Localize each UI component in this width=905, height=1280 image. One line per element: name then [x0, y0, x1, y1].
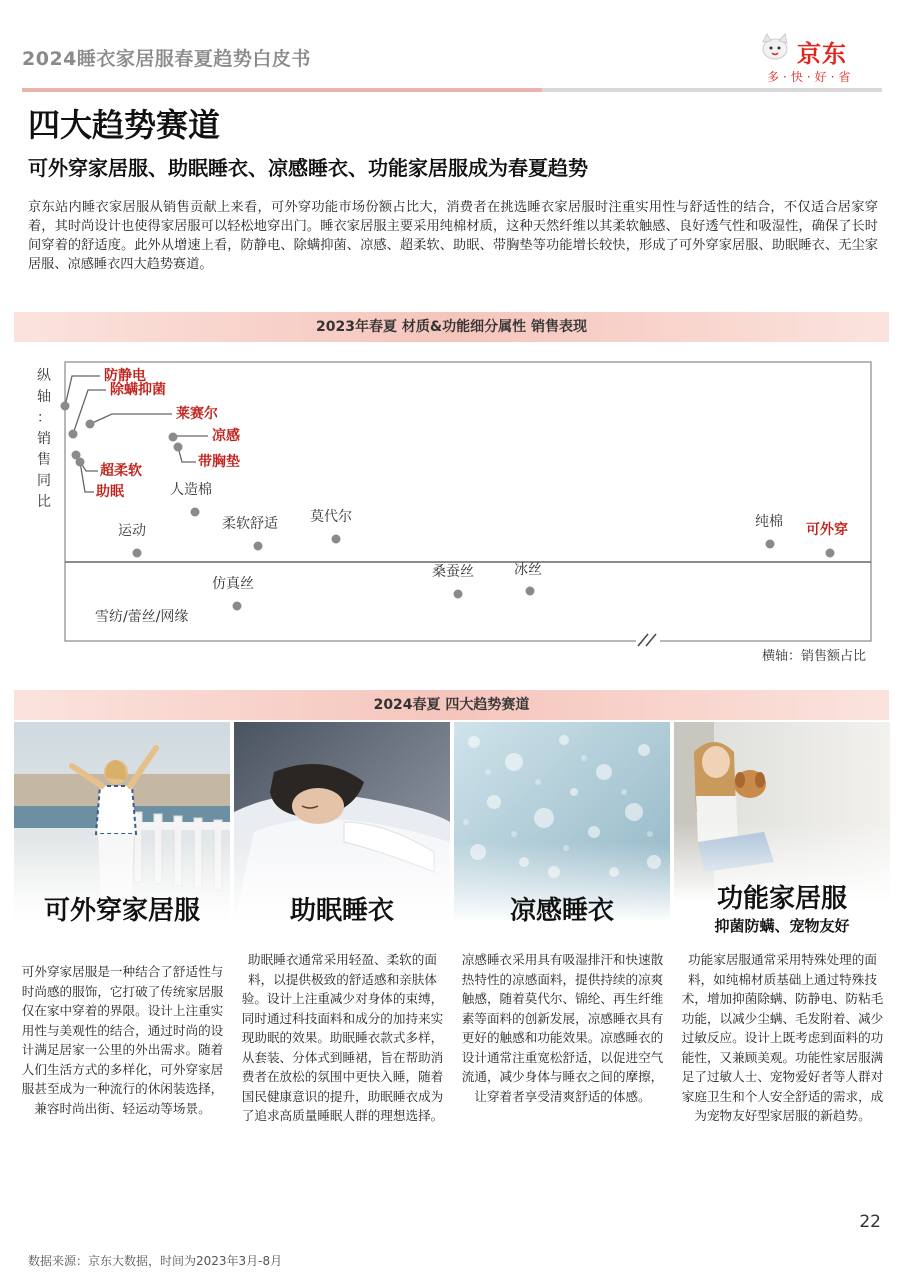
point-纯棉 [766, 540, 775, 549]
label-超柔软: 超柔软 [100, 463, 142, 479]
point-人造棉 [191, 508, 200, 517]
point-带胸垫 [174, 443, 183, 452]
track-desc-functional: 功能家居服通常采用特殊处理的面料，如纯棉材质基础上通过特殊技术，增加抑菌除螨、防静电、防粘毛功能，以减少尘螨、毛发附着、减少过敏反应。设计上既考虑到面料的功能性，又兼顾美观。功能性家居服满足了过敏人士、宠物爱好者等人群对家庭卫生和个人安全舒适的需求，成为宠物友好型家居服的新趋势。 [681, 952, 884, 1123]
plot-frame [65, 362, 871, 641]
label-除螨抑菌: 除螨抑菌 [110, 382, 166, 398]
logo-text: 京东 [797, 40, 847, 68]
y-axis-label-char: 纵 [37, 368, 51, 384]
label-莫代尔: 莫代尔 [310, 509, 352, 525]
y-axis-label-char: 售 [37, 452, 51, 468]
chart-section-title: 2023年春夏 材质&功能细分属性 销售表现 [14, 312, 889, 342]
report-title: 2024睡衣家居服春夏趋势白皮书 [22, 48, 311, 70]
track-desc-sleep: 助眠睡衣通常采用轻盈、柔软的面料，以提供极致的舒适感和亲肤体验。设计上注重减少对身体的束缚，同时通过科技面料和成分的加持来实现助眠的效果。助眠睡衣款式多样，从套装、分体式到睡裙，旨在帮助消费者在放松的氛围中更快入睡，随着国民健康意识的提升，助眠睡衣成为了追求高质量睡眠人群的理想选择。 [241, 952, 444, 1123]
y-axis-label [37, 368, 51, 510]
label-桑蚕丝: 桑蚕丝 [432, 564, 474, 580]
data-source-note: 数据来源：京东大数据，时间为2023年3月-8月 [28, 1254, 283, 1268]
y-axis-label-char: 同 [37, 473, 51, 489]
label-助眠: 助眠 [96, 484, 124, 500]
y-axis-label-char: ： [37, 410, 51, 426]
y-axis-label-char: 比 [37, 494, 51, 510]
point-凉感 [169, 433, 178, 442]
point-冰丝 [526, 587, 535, 596]
y-axis-label-char: 轴 [37, 389, 51, 405]
point-运动 [133, 549, 142, 558]
label-防静电: 防静电 [104, 368, 146, 384]
label-纯棉: 纯棉 [755, 514, 783, 530]
point-桑蚕丝 [454, 590, 463, 599]
header-divider-accent [22, 88, 542, 92]
track-desc-cooling: 凉感睡衣采用具有吸湿排汗和快速散热特性的凉感面料，提供持续的凉爽触感，随着莫代尔、锦纶、再生纤维素等面料的创新发展，凉感睡衣具有更好的触感和功能效果。凉感睡衣的设计通常注重宽松舒适，以促进空气流通，减少身体与睡衣之间的摩擦，让穿着者享受清爽舒适的体感。 [461, 952, 664, 1104]
label-柔软舒适: 柔软舒适 [222, 516, 278, 532]
track-label-outwear: 可外穿家居服 [43, 896, 200, 926]
track-photo-cooling [454, 722, 670, 926]
point-除螨抑菌 [69, 430, 78, 439]
point-莫代尔 [332, 535, 341, 544]
y-axis-label-char: 销 [37, 431, 51, 447]
logo-slogan: 多·快·好·省 [767, 70, 855, 84]
jd-logo [757, 30, 877, 90]
track-photo-sleep [234, 722, 450, 926]
trends-section-title: 2024春夏 四大趋势赛道 [14, 690, 889, 720]
point-可外穿 [826, 549, 835, 558]
track-photo-functional [674, 722, 890, 935]
label-凉感: 凉感 [212, 428, 240, 444]
label-可外穿: 可外穿 [806, 522, 848, 538]
intro-paragraph: 京东站内睡衣家居服从销售贡献上来看，可外穿功能市场份额占比大，消费者在挑选睡衣家居服时注重实用性与舒适性的结合，不仅适合居家穿着，其时尚设计也使得家居服可以轻松地穿出门。睡衣家居服主要采用纯棉材质，这种天然纤维以其柔软触感、良好透气性和吸湿性，确保了长时间穿着的舒适度。此外从增速上看，防静电、除螨抑菌、凉感、超柔软、助眠、带胸垫等功能增长较快，形成了可外穿家居服、助眠睡衣、无尘家居服、凉感睡衣四大趋势赛道。 [28, 200, 878, 272]
scatter-chart [0, 350, 905, 670]
label-人造棉: 人造棉 [170, 482, 212, 498]
point-防静电 [61, 402, 70, 411]
track-sublabel-functional: 抑菌防螨、宠物友好 [714, 917, 850, 935]
label-雪纺蕾丝网缘: 雪纺/蕾丝/网缘 [95, 609, 189, 625]
page-title: 四大趋势赛道 [28, 106, 221, 144]
point-仿真丝 [233, 602, 242, 611]
point-柔软舒适 [254, 542, 263, 551]
track-label-cooling: 凉感睡衣 [509, 896, 614, 926]
x-axis-label: 横轴：销售额占比 [761, 649, 866, 664]
track-label-sleep: 助眠睡衣 [289, 896, 394, 926]
label-运动: 运动 [118, 523, 146, 539]
point-助眠 [76, 458, 85, 467]
page-subtitle: 可外穿家居服、助眠睡衣、凉感睡衣、功能家居服成为春夏趋势 [28, 156, 588, 180]
label-仿真丝: 仿真丝 [212, 576, 254, 592]
point-莱赛尔 [86, 420, 95, 429]
label-带胸垫: 带胸垫 [198, 454, 240, 470]
track-label-functional: 功能家居服 [716, 884, 847, 914]
jd-dog-icon [757, 32, 793, 62]
track-desc-outwear: 可外穿家居服是一种结合了舒适性与时尚感的服饰，它打破了传统家居服仅在家中穿着的界限。设计上注重实用性与美观性的结合，通过时尚的设计满足居家一公里的外出需求。随着人们生活方式的多样化，可外穿家居服甚至成为一种流行的休闲装选择，兼容时尚出街、轻运动等场景。 [21, 964, 224, 1116]
page-number: 22 [859, 1212, 881, 1232]
label-冰丝: 冰丝 [514, 562, 542, 578]
label-莱赛尔: 莱赛尔 [176, 406, 218, 422]
track-photo-outwear [14, 722, 230, 926]
